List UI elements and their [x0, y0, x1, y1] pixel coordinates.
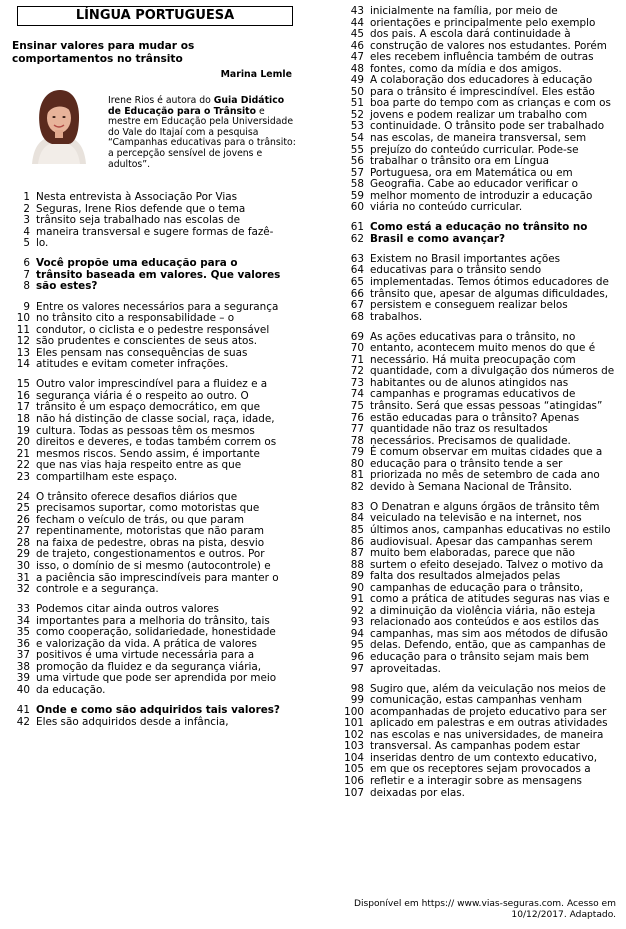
line-number: 17: [16, 401, 30, 414]
line-text: campanhas e programas educativos de: [370, 388, 576, 401]
text-line: [338, 571, 620, 583]
line-text: isso, o domínio de si mesmo (autocontrole) e: [36, 560, 271, 573]
line-number: 44: [350, 16, 364, 29]
line-text: Eles pensam nas consequências de suas: [36, 346, 248, 359]
text-line: [12, 472, 298, 484]
line-text: Brasil e como avançar?: [370, 232, 506, 245]
line-text: da educação.: [36, 683, 106, 696]
text-line: [12, 685, 298, 697]
text-line: [338, 277, 620, 289]
line-number: 19: [16, 424, 30, 437]
line-text: Onde e como são adquiridos tais valores?: [36, 704, 280, 717]
line-text: como cooperação, solidariedade, honestidade: [36, 626, 276, 639]
line-number: 86: [350, 535, 364, 548]
text-line: [12, 604, 298, 616]
line-number: 20: [16, 436, 30, 449]
line-text: deixadas por elas.: [370, 786, 465, 799]
line-number: 2: [23, 202, 30, 215]
line-text: audiovisual. Apesar das campanhas serem: [370, 535, 593, 548]
text-line: [12, 584, 298, 596]
text-line: [12, 281, 298, 293]
line-text: que nas vias haja respeito entre as que: [36, 459, 242, 472]
line-number: 84: [350, 512, 364, 525]
line-text: muito bem elaboradas, parece que não: [370, 547, 575, 560]
text-line: [338, 525, 620, 537]
line-text: Eles são adquiridos desde a infância,: [36, 715, 229, 728]
line-text: refletir e a interagir sobre as mensagens: [370, 774, 582, 787]
line-number: 80: [350, 457, 364, 470]
line-text: O trânsito oferece desafios diários que: [36, 490, 238, 503]
line-number: 99: [350, 694, 364, 707]
line-number: 90: [350, 581, 364, 594]
line-number: 88: [350, 558, 364, 571]
line-text: Outro valor imprescindível para a fluidez e a: [36, 378, 268, 391]
line-number: 40: [16, 683, 30, 696]
line-text: Podemos citar ainda outros valores: [36, 603, 219, 616]
line-text: trânsito que, apesar de algumas dificuldades,: [370, 287, 609, 300]
left-column: [12, 6, 298, 728]
line-number: 60: [350, 201, 364, 214]
line-text: comunicação, estas campanhas venham: [370, 694, 582, 707]
author-photo: [28, 84, 90, 164]
line-text: surtem o efeito desejado. Talvez o motivo da: [370, 558, 604, 571]
line-number: 67: [350, 299, 364, 312]
line-text: Sugiro que, além da veiculação nos meios de: [370, 682, 606, 695]
line-text: aplicado em palestras e em outras atividades: [370, 717, 608, 730]
line-number: 18: [16, 412, 30, 425]
line-text: de trajeto, congestionamentos e outros. Por: [36, 548, 265, 561]
line-text: trânsito. Será que essas pessoas “atingidas”: [370, 400, 603, 412]
line-number: 97: [350, 662, 364, 675]
text-line: [338, 133, 620, 145]
line-text: estão educadas para o trânsito? Apenas: [370, 411, 580, 424]
line-number: 61: [350, 221, 364, 234]
line-text: quantidade não traz os resultados: [370, 423, 548, 436]
line-number: 62: [350, 232, 364, 245]
line-number: 13: [16, 346, 30, 359]
line-text: segurança viária é o respeito ao outro. O: [36, 389, 249, 402]
text-line: [338, 312, 620, 324]
line-text: Entre os valores necessários para a segurança: [36, 300, 279, 313]
line-text: Seguras, Irene Rios defende que o tema: [36, 202, 246, 215]
line-number: 52: [350, 108, 364, 121]
line-text: em que os receptores sejam provocados a: [370, 763, 591, 776]
line-text: uma virtude que pode ser aprendida por meio: [36, 672, 277, 685]
line-number: 39: [16, 672, 30, 685]
line-number: 94: [350, 627, 364, 640]
line-number: 23: [16, 470, 30, 483]
line-number: 16: [16, 389, 30, 402]
line-text: Como está a educação no trânsito no: [370, 221, 588, 234]
line-number: 35: [16, 626, 30, 639]
text-line: [12, 192, 298, 204]
line-number: 42: [16, 715, 30, 728]
text-line: [12, 227, 298, 239]
line-text: promoção da fluidez e da segurança viária,: [36, 660, 262, 673]
line-number: 27: [16, 525, 30, 538]
text-line: [12, 460, 298, 472]
line-number: 59: [350, 189, 364, 202]
text-line: [338, 156, 620, 168]
line-number: 12: [16, 335, 30, 348]
line-number: 77: [350, 423, 364, 436]
line-text: necessário. Há muita preocupação com: [370, 353, 576, 366]
line-text: aproveitadas.: [370, 662, 441, 675]
line-text: quantidade, com a divulgação dos números de: [370, 365, 615, 378]
line-number: 32: [16, 583, 30, 596]
line-number: 21: [16, 447, 30, 460]
source-line: 10/12/2017. Adaptado.: [511, 910, 616, 920]
line-number: 106: [344, 774, 364, 787]
line-text: Existem no Brasil importantes ações: [370, 252, 561, 265]
line-number: 54: [350, 132, 364, 145]
line-number: 57: [350, 166, 364, 179]
line-text: campanhas de educação para o trânsito,: [370, 581, 584, 594]
text-line: [338, 695, 620, 707]
text-line: [338, 788, 620, 800]
line-number: 4: [23, 225, 30, 238]
line-text: trânsito é um espaço democrático, em que: [36, 401, 261, 414]
line-text: para o trânsito é imprescindível. Eles estão: [370, 85, 595, 98]
line-number: 82: [350, 480, 364, 493]
line-number: 98: [350, 682, 364, 695]
line-text: devido à Semana Nacional de Trânsito.: [370, 480, 573, 493]
text-line: [338, 482, 620, 494]
line-text: É comum observar em muitas cidades que a: [370, 446, 603, 459]
line-number: 64: [350, 264, 364, 277]
line-text: precisamos suportar, como motoristas que: [36, 502, 260, 515]
line-text: controle e a segurança.: [36, 583, 159, 596]
line-number: 95: [350, 639, 364, 652]
line-text: a diminuição da violência viária, não esteja: [370, 604, 596, 617]
text-line: [338, 401, 620, 413]
line-number: 87: [350, 547, 364, 560]
line-text: não há distinção de classe social, raça, idade,: [36, 412, 275, 425]
text-line: [12, 717, 298, 729]
line-text: lo.: [36, 237, 49, 250]
line-number: 78: [350, 434, 364, 447]
line-number: 41: [16, 704, 30, 717]
line-number: 38: [16, 660, 30, 673]
line-number: 15: [16, 378, 30, 391]
line-number: 3: [23, 214, 30, 227]
line-text: no trânsito cito a responsabilidade – o: [36, 312, 235, 325]
line-text: prejuízo do conteúdo curricular. Pode-se: [370, 143, 579, 156]
line-text: direitos e deveres, e todas também correm os: [36, 436, 277, 449]
line-text: orientações e principalmente pelo exemplo: [370, 16, 596, 29]
line-text: persistem e conseguem realizar belos: [370, 299, 568, 312]
line-text: e valorização da vida. A prática de valores: [36, 637, 257, 650]
line-text: trabalhos.: [370, 310, 423, 323]
line-text: trabalhar o trânsito ora em Língua: [370, 155, 550, 168]
text-line: [338, 234, 620, 246]
line-number: 70: [350, 342, 364, 355]
text-line: [338, 447, 620, 459]
line-text: nas escolas e nas universidades, de maneira: [370, 728, 604, 741]
source-line: Disponível em https:// www.vias-seguras.com. Acesso em: [353, 899, 616, 909]
line-text: trânsito baseada em valores. Que valores: [36, 268, 281, 281]
line-number: 33: [16, 603, 30, 616]
line-text: condutor, o ciclista e o pedestre responsável: [36, 323, 270, 336]
line-text: compartilham este espaço.: [36, 470, 178, 483]
line-text: entanto, acontecem muito menos do que é: [370, 342, 596, 355]
section-title: LÍNGUA PORTUGUESA: [17, 6, 293, 26]
text-line: [12, 437, 298, 449]
line-text: As ações educativas para o trânsito, no: [370, 330, 576, 343]
line-text: na faixa de pedestre, obras na pista, desvio: [36, 536, 265, 549]
line-number: 1: [23, 191, 30, 204]
line-number: 81: [350, 469, 364, 482]
line-text: cultura. Todas as pessoas têm os mesmos: [36, 424, 255, 437]
line-number: 55: [350, 143, 364, 156]
line-number: 29: [16, 548, 30, 561]
line-number: 5: [23, 237, 30, 250]
text-line: [12, 238, 298, 250]
line-text: necessários. Precisamos de qualidade.: [370, 434, 571, 447]
line-number: 75: [350, 400, 364, 412]
line-text: continuidade. O trânsito pode ser trabalhado: [370, 120, 605, 133]
line-text: fontes, como da mídia e dos amigos.: [370, 62, 562, 75]
line-number: 83: [350, 500, 364, 513]
line-number: 56: [350, 155, 364, 168]
line-number: 22: [16, 459, 30, 472]
line-number: 37: [16, 649, 30, 662]
line-text: Geografia. Cabe ao educador verificar o: [370, 178, 578, 191]
line-text: delas. Defendo, então, que as campanhas de: [370, 639, 606, 652]
author-bio-text: Irene Rios é autora do Guia Didático de Educação para o Trânsito e mestre em Educação pela Universidade do Vale do Itajaí com a pesquisa “Campanhas educativas para o trânsito: a percepção sensível de jovens e adultos”.: [108, 95, 296, 170]
line-number: 72: [350, 365, 364, 378]
text-line: [12, 705, 298, 717]
line-text: Nesta entrevista à Associação Por Vias: [36, 191, 238, 204]
line-number: 100: [344, 705, 364, 718]
line-number: 103: [344, 740, 364, 753]
line-number: 43: [350, 5, 364, 17]
line-number: 92: [350, 604, 364, 617]
line-number: 65: [350, 276, 364, 289]
line-text: são estes?: [36, 280, 98, 293]
line-number: 11: [16, 323, 30, 336]
line-number: 31: [16, 571, 30, 584]
line-number: 30: [16, 560, 30, 573]
line-number: 46: [350, 39, 364, 52]
line-text: habitantes ou de alunos atingidos nas: [370, 376, 569, 389]
line-text: maneira transversal e sugere formas de fazê-: [36, 225, 274, 238]
line-text: priorizada no mês de setembro de cada ano: [370, 469, 600, 482]
line-number: 14: [16, 358, 30, 371]
line-text: dos pais. A escola dará continuidade à: [370, 28, 571, 41]
source-citation: [354, 899, 616, 921]
line-number: 66: [350, 287, 364, 300]
author-bio: [12, 84, 298, 170]
line-number: 107: [344, 786, 364, 799]
line-text: Você propõe uma educação para o: [36, 257, 238, 270]
line-number: 76: [350, 411, 364, 424]
text-line: [338, 776, 620, 788]
text-line: [12, 359, 298, 371]
line-text: educativas para o trânsito sendo: [370, 264, 542, 277]
line-number: 9: [23, 300, 30, 313]
line-text: inseridas dentro de um contexto educativo,: [370, 751, 598, 764]
text-line: [12, 414, 298, 426]
line-number: 102: [344, 728, 364, 741]
line-number: 26: [16, 513, 30, 526]
article-title: Ensinar valores para mudar os comportamentos no trânsito: [12, 40, 195, 65]
line-text: jovens e podem realizar um trabalho com: [370, 108, 588, 121]
line-number: 58: [350, 178, 364, 191]
line-number: 47: [350, 51, 364, 64]
text-line: [338, 300, 620, 312]
line-number: 104: [344, 751, 364, 764]
line-number: 93: [350, 616, 364, 629]
line-text: relacionado aos conteúdos e aos estilos das: [370, 616, 599, 629]
line-text: melhor momento de introduzir a educação: [370, 189, 593, 202]
text-line: [338, 652, 620, 664]
line-text: trânsito seja trabalhado nas escolas de: [36, 214, 240, 227]
line-number: 24: [16, 490, 30, 503]
left-text-lines: [12, 192, 298, 728]
text-line: [12, 336, 298, 348]
line-number: 8: [23, 280, 30, 293]
line-number: 49: [350, 74, 364, 87]
line-number: 101: [344, 717, 364, 730]
text-line: [12, 313, 298, 325]
line-number: 51: [350, 97, 364, 110]
line-text: positivos é uma virtude necessária para a: [36, 649, 255, 662]
line-number: 71: [350, 353, 364, 366]
right-text-lines: [338, 6, 620, 799]
line-text: construção de valores nos estudantes. Porém: [370, 39, 607, 52]
text-line: [12, 561, 298, 573]
line-text: a paciência são imprescindíveis para manter o: [36, 571, 279, 584]
line-number: 7: [23, 268, 30, 281]
line-text: fecham o veículo de trás, ou que param: [36, 513, 244, 526]
line-text: educação para o trânsito sejam mais bem: [370, 650, 589, 663]
line-number: 53: [350, 120, 364, 133]
text-line: [338, 52, 620, 64]
line-text: implementadas. Temos ótimos educadores de: [370, 276, 609, 289]
line-number: 10: [16, 312, 30, 325]
line-text: A colaboração dos educadores à educação: [370, 74, 593, 87]
line-number: 68: [350, 310, 364, 323]
line-text: acompanhadas de projeto educativo para ser: [370, 705, 607, 718]
text-line: [338, 6, 620, 18]
line-number: 48: [350, 62, 364, 75]
line-text: educação para o trânsito tende a ser: [370, 457, 563, 470]
line-number: 73: [350, 376, 364, 389]
line-text: campanhas, mas sim aos métodos de difusão: [370, 627, 608, 640]
text-line: [338, 424, 620, 436]
line-text: Portuguesa, ora em Matemática ou em: [370, 166, 573, 179]
line-text: importantes para a melhoria do trânsito, tais: [36, 614, 270, 627]
line-text: mesmos riscos. Sendo assim, é importante: [36, 447, 260, 460]
line-number: 69: [350, 330, 364, 343]
line-number: 45: [350, 28, 364, 41]
line-text: últimos anos, campanhas educativas no estilo: [370, 523, 611, 536]
line-number: 63: [350, 252, 364, 265]
line-number: 96: [350, 650, 364, 663]
line-number: 79: [350, 446, 364, 459]
line-number: 89: [350, 570, 364, 583]
line-number: 6: [23, 257, 30, 270]
line-text: transversal. As campanhas podem estar: [370, 740, 580, 753]
line-number: 50: [350, 85, 364, 98]
line-text: atitudes e evitam cometer infrações.: [36, 358, 229, 371]
line-number: 105: [344, 763, 364, 776]
line-number: 74: [350, 388, 364, 401]
text-line: [338, 29, 620, 41]
line-number: 34: [16, 614, 30, 627]
line-text: falta dos resultados almejados pelas: [370, 570, 561, 583]
text-line: [338, 548, 620, 560]
line-text: como a prática de atitudes seguras nas vias e: [370, 593, 610, 606]
line-number: 28: [16, 536, 30, 549]
line-text: O Denatran e alguns órgãos de trânsito têm: [370, 500, 600, 513]
line-text: viária no conteúdo curricular.: [370, 201, 523, 214]
line-text: boa parte do tempo com as crianças e com os: [370, 97, 611, 110]
article-author: Marina Lemle: [220, 69, 292, 80]
line-number: 25: [16, 502, 30, 515]
text-line: [338, 202, 620, 214]
right-column: [338, 6, 620, 799]
line-text: são prudentes e conscientes de seus atos.: [36, 335, 258, 348]
line-text: repentinamente, motoristas que não param: [36, 525, 264, 538]
line-number: 36: [16, 637, 30, 650]
line-number: 85: [350, 523, 364, 536]
line-text: veiculado na televisão e na internet, nos: [370, 512, 582, 525]
line-text: inicialmente na família, por meio de: [370, 5, 558, 17]
author-portrait-image: [28, 84, 90, 164]
line-text: eles recebem influência também de outras: [370, 51, 594, 64]
line-number: 91: [350, 593, 364, 606]
line-text: nas escolas, de maneira transversal, sem: [370, 132, 587, 145]
text-line: [338, 664, 620, 676]
